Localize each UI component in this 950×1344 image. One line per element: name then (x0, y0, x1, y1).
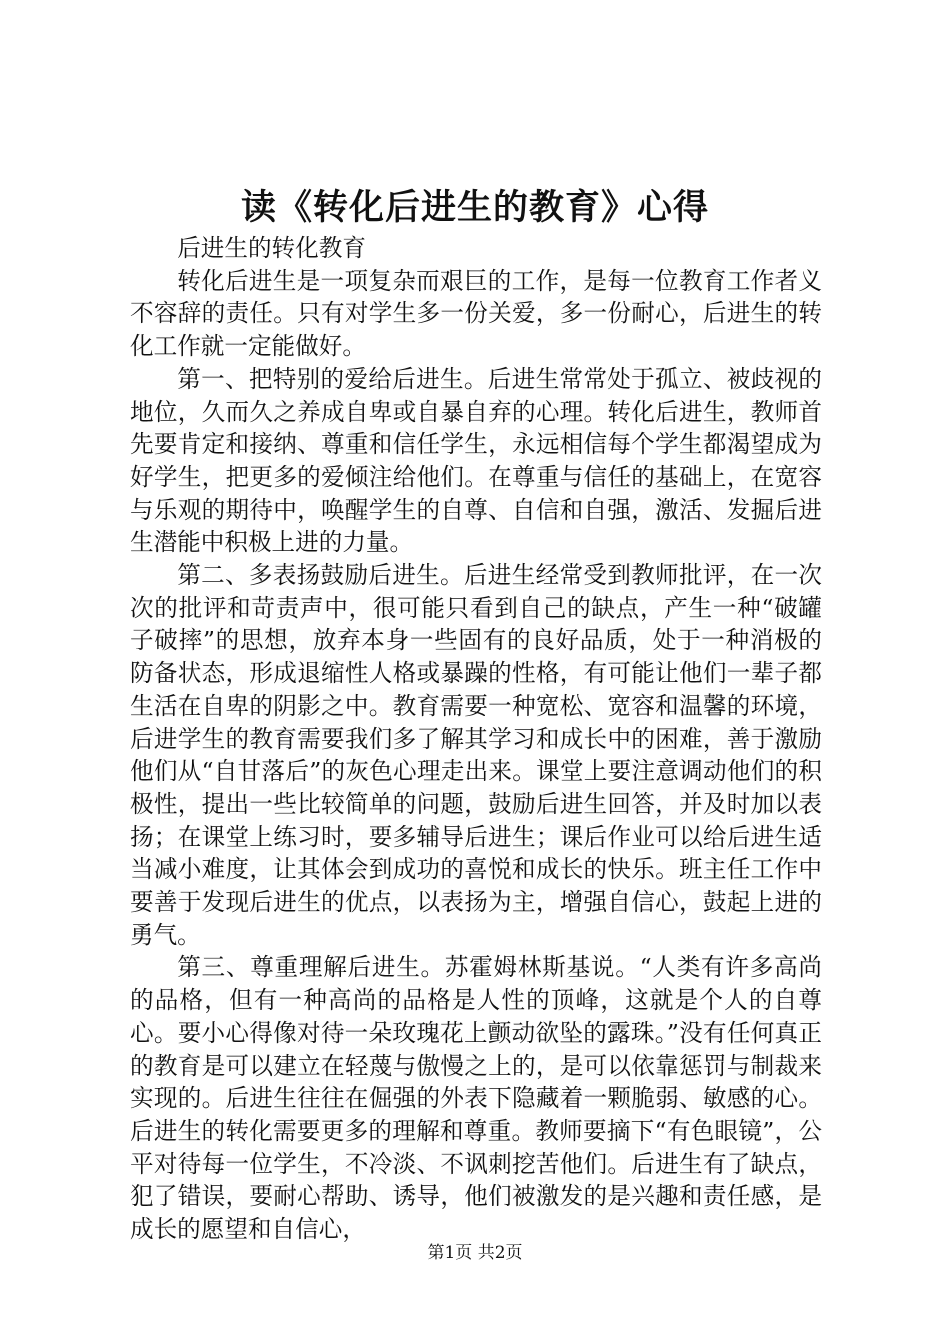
paragraph-second-point: 第二、多表扬鼓励后进生。后进生经常受到教师批评，在一次次的批评和苛责声中，很可能只看到自己的缺点，产生一种“破罐子破摔”的思想，放弃本身一些固有的良好品质，处于一种消极的防备状态，形成退缩性人格或暴躁的性格，有可能让他们一辈子都生活在自卑的阴影之中。教育需要一种宽松、宽容和温馨的环境，后进学生的教育需要我们多了解其学习和成长中的困难，善于激励他们从“自甘落后”的灰色心理走出来。课堂上要注意调动他们的积极性，提出一些比较简单的问题，鼓励后进生回答，并及时加以表扬；在课堂上练习时，要多辅导后进生；课后作业可以给后进生适当减小难度，让其体会到成功的喜悦和成长的快乐。班主任工作中要善于发现后进生的优点，以表扬为主，增强自信心，鼓起上进的勇气。 (130, 561, 822, 949)
document-title: 读《转化后进生的教育》心得 (240, 187, 709, 228)
paragraph-subtitle: 后进生的转化教育 (177, 234, 366, 262)
page-number-footer: 第1页 共2页 (427, 1243, 523, 1263)
paragraph-first-point: 第一、把特别的爱给后进生。后进生常常处于孤立、被歧视的地位，久而久之养成自卑或自暴自弃的心理。转化后进生，教师首先要肯定和接纳、尊重和信任学生，永远相信每个学生都渴望成为好学生，把更多的爱倾注给他们。在尊重与信任的基础上，在宽容与乐观的期待中，唤醒学生的自尊、自信和自强，激活、发掘后进生潜能中积极上进的力量。 (130, 364, 822, 557)
document-body (130, 232, 822, 1246)
paragraph-third-point: 第三、尊重理解后进生。苏霍姆林斯基说。“人类有许多高尚的品格，但有一种高尚的品格是人性的顶峰，这就是个人的自尊心。要小心得像对待一朵玫瑰花上颤动欲坠的露珠。”没有任何真正的教育是可以建立在轻蔑与傲慢之上的，是可以依靠惩罚与制裁来实现的。后进生往往在倔强的外表下隐藏着一颗脆弱、敏感的心。后进生的转化需要更多的理解和尊重。教师要摘下“有色眼镜”，公平对待每一位学生，不冷淡、不讽刺挖苦他们。后进生有了缺点，犯了错误，要耐心帮助、诱导，他们被激发的是兴趣和责任感，是成长的愿望和自信心， (130, 953, 822, 1244)
paragraph-intro: 转化后进生是一项复杂而艰巨的工作，是每一位教育工作者义不容辞的责任。只有对学生多一份关爱，多一份耐心，后进生的转化工作就一定能做好。 (130, 266, 822, 361)
